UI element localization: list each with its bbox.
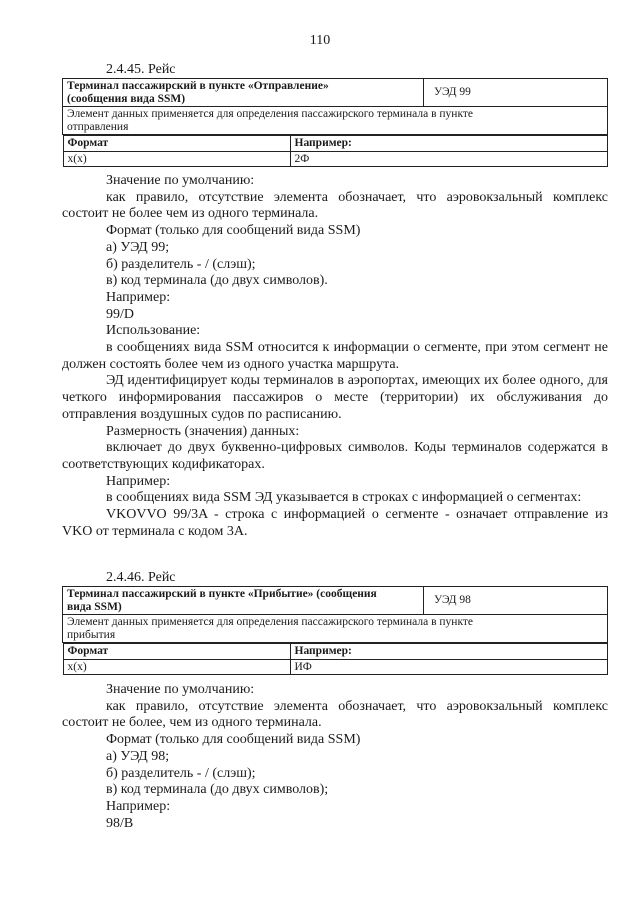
description-line2: прибытия: [67, 628, 116, 641]
section-title-2-4-45: 2.4.45. Рейс: [106, 62, 176, 77]
format-item-b: б) разделитель - / (слэш);: [106, 256, 256, 272]
table-description-row: [63, 615, 608, 643]
description-cell: [63, 615, 608, 643]
table-description-row: [63, 107, 608, 135]
element-name-cell: [63, 79, 424, 107]
element-name-cell: [63, 587, 424, 615]
usage-text-1: в сообщениях вида SSM относится к информации о сегменте, при этом сегмент не должен состоять более чем из одного участка маршрута.: [62, 340, 608, 372]
description-cell: [63, 107, 608, 135]
size-text: включает до двух буквенно-цифровых символов. Коды терминалов содержатся в соответствующих кодификаторах.: [62, 440, 608, 472]
page-number: 110: [309, 33, 331, 48]
example-value-text: 98/B: [106, 815, 134, 831]
example-heading: Например:: [106, 289, 171, 305]
format-label: Формат: [63, 644, 290, 660]
format-item-b: б) разделитель - / (слэш);: [106, 765, 256, 781]
usage-text-2: ЭД идентифицирует коды терминалов в аэропортах, имеющих их более одного, для четкого информирования пассажиров о месте (территории) их обслуживания до отправления воздушных судов по расписанию.: [62, 373, 608, 422]
table-header-row: [63, 79, 608, 107]
format-item-a: а) УЭД 99;: [106, 239, 170, 255]
format-item-c: в) код терминала (до двух символов);: [106, 782, 329, 798]
example-heading: Например:: [106, 798, 171, 814]
description-line1: Элемент данных применяется для определения пассажирского терминала в пункте: [67, 616, 474, 628]
description-line2: отправления: [67, 120, 129, 133]
data-element-table-ued99: [62, 78, 608, 167]
example-value: 2Ф: [290, 151, 607, 167]
format-item-a: а) УЭД 98;: [106, 748, 170, 764]
table-header-row: [63, 587, 608, 615]
table-labels-row: [63, 135, 608, 168]
element-code-cell: УЭД 98: [424, 587, 608, 615]
data-element-table-ued98: [62, 586, 608, 675]
format-heading: Формат (только для сообщений вида SSM): [106, 732, 361, 748]
table-labels-row: [63, 643, 608, 676]
description-line1: Элемент данных применяется для определения пассажирского терминала в пункте: [67, 108, 474, 120]
example2-line: VKOVVO 99/3A - строка с информацией о сегменте - означает отправление из VKO от терминала с кодом 3А.: [62, 507, 608, 539]
size-heading: Размерность (значения) данных:: [106, 423, 300, 439]
element-name-line2: (сообщения вида SSM): [67, 92, 186, 105]
example2-text: в сообщениях вида SSM ЭД указывается в строках с информацией о сегментах:: [106, 490, 582, 506]
example-value: ИФ: [290, 659, 607, 675]
format-value: x(x): [63, 151, 290, 167]
format-item-c: в) код терминала (до двух символов).: [106, 273, 328, 289]
section-body-2-4-45: [62, 173, 608, 540]
element-name-line1: Терминал пассажирский в пункте «Отправление»: [67, 80, 329, 92]
section-body-2-4-46: [62, 682, 608, 832]
format-value: x(x): [63, 659, 290, 675]
usage-heading: Использование:: [106, 323, 201, 339]
default-heading: Значение по умолчанию:: [106, 682, 255, 697]
default-text: как правило, отсутствие элемента обозначает, что аэровокзальный комплекс состоит не более чем из одного терминала.: [62, 189, 608, 222]
format-label: Формат: [63, 136, 290, 152]
example-label: Например:: [290, 644, 607, 660]
default-heading: Значение по умолчанию:: [106, 173, 255, 188]
element-code-cell: УЭД 99: [424, 79, 608, 107]
example-label: Например:: [290, 136, 607, 152]
element-name-line2: вида SSM): [67, 600, 122, 613]
default-text: как правило, отсутствие элемента обозначает, что аэровокзальный комплекс состоит не более, чем из одного терминала.: [62, 698, 608, 731]
format-heading: Формат (только для сообщений вида SSM): [106, 223, 361, 239]
example-value-text: 99/D: [106, 306, 134, 322]
element-name-line1: Терминал пассажирский в пункте «Прибытие» (сообщения: [67, 588, 377, 600]
example2-heading: Например:: [106, 473, 171, 489]
section-title-2-4-46: 2.4.46. Рейс: [106, 570, 176, 585]
